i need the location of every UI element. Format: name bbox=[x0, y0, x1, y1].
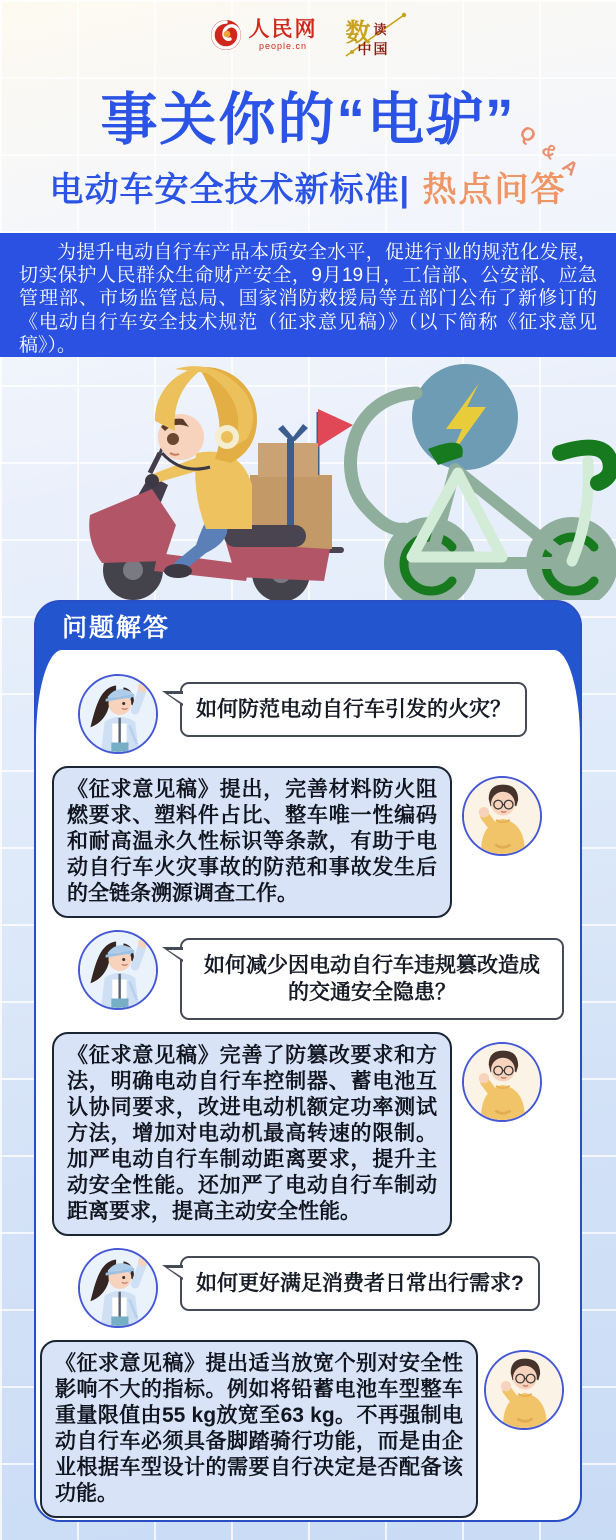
shudu-zhongguo-text: 中国 bbox=[357, 41, 390, 57]
people-cn-logo bbox=[209, 18, 318, 52]
logo-row bbox=[0, 10, 616, 60]
people-cn-logo-icon bbox=[209, 18, 243, 52]
qa-section-title: 问题解答 bbox=[62, 614, 171, 642]
shudu-char-du: 读 bbox=[373, 22, 387, 37]
question-bubble-3: 如何更好满足消费者日常出行需求? bbox=[180, 1256, 540, 1311]
answer-box-3: 《征求意见稿》提出适当放宽个别对安全性影响不大的指标。例如将铅蓄电池车型整车重量限值由55 kg放宽至63 kg。不再强制电动自行车必须具备脚踏骑行功能，而是由企业根据车型设计的需要自行决定是否配备该功能。 bbox=[40, 1340, 478, 1518]
shudu-char-shu: 数 bbox=[345, 20, 371, 47]
qa-section-body bbox=[36, 650, 580, 1522]
shudu-zhongguo-logo bbox=[344, 11, 408, 59]
question-bubble-2: 如何减少因电动自行车违规篡改造成的交通安全隐患？ bbox=[180, 938, 564, 1020]
reporter-avatar-icon bbox=[78, 1248, 158, 1328]
question-bubble-1: 如何防范电动自行车引发的火灾？ bbox=[180, 682, 527, 737]
reporter-avatar-icon bbox=[78, 930, 158, 1010]
scooter-and-ebike-illustration-icon bbox=[0, 357, 616, 600]
qa-section-card bbox=[34, 600, 582, 1522]
answer-row-3 bbox=[40, 1340, 564, 1518]
answer-row-1 bbox=[52, 766, 564, 918]
qa-section-header bbox=[36, 602, 580, 650]
illustration-band bbox=[0, 357, 616, 600]
subtitle-main: 电动车安全技术新标准| bbox=[49, 171, 411, 209]
question-row-1 bbox=[78, 674, 564, 754]
answer-row-2 bbox=[52, 1032, 564, 1236]
subtitle-highlight: 热点问答 bbox=[422, 171, 567, 209]
expert-avatar-icon bbox=[484, 1350, 564, 1430]
expert-avatar-icon bbox=[462, 776, 542, 856]
intro-box bbox=[0, 233, 616, 357]
people-cn-wordmark: 人民网 bbox=[248, 17, 318, 41]
reporter-avatar-icon bbox=[78, 674, 158, 754]
answer-box-1: 《征求意见稿》提出，完善材料防火阻燃要求、塑料件占比、整车唯一性编码和耐高温永久性标识等条款，有助于电动自行车火灾事故的防范和事故发生后的全链条溯源调查工作。 bbox=[52, 766, 452, 918]
expert-avatar-icon bbox=[462, 1042, 542, 1122]
intro-paragraph: 为提升电动自行车产品本质安全水平，促进行业的规范化发展，切实保护人民群众生命财产安全，9月19日，工信部、公安部、应急管理部、市场监管总局、国家消防救援局等五部门公布了新修订的《电动自行车安全技术规范（征求意见稿）》（以下简称《征求意见稿》）。 bbox=[19, 242, 597, 356]
answer-box-2: 《征求意见稿》完善了防篡改要求和方法，明确电动自行车控制器、蓄电池互认协同要求，改进电动机额定功率测试方法，增加对电动机最高转速的限制。加严电动自行车制动距离要求，提升主动安全性能。还加严了电动自行车制动距离要求，提高主动安全性能。 bbox=[52, 1032, 452, 1236]
people-cn-domain: people.cn bbox=[258, 41, 308, 51]
subtitle bbox=[0, 162, 616, 211]
question-row-3 bbox=[78, 1248, 564, 1328]
qa-rotated-badge: Q & A bbox=[515, 122, 585, 183]
question-row-2 bbox=[78, 930, 564, 1020]
page-title: 事关你的“电驴” bbox=[100, 88, 516, 152]
